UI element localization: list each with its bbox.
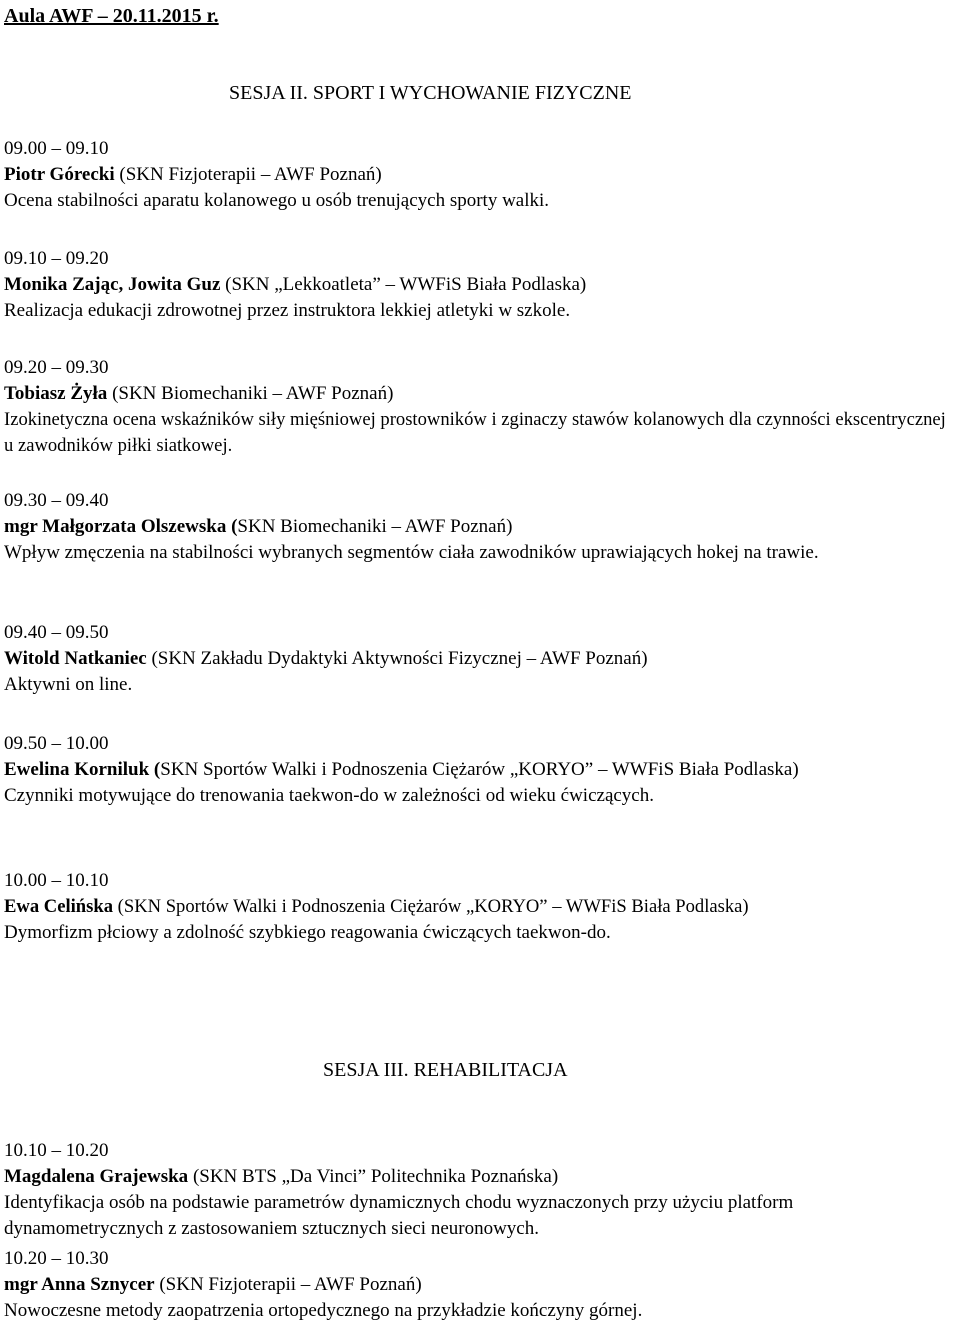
- program-entry: [4, 136, 958, 214]
- entry-title: Nowoczesne metody zaopatrzenia ortopedycznego na przykładzie kończyny górnej.: [4, 1300, 643, 1321]
- entry-time: 10.10 – 10.20: [4, 1140, 109, 1161]
- entry-time: 10.00 – 10.10: [4, 870, 109, 891]
- presenter-affiliation: (SKN Fizjoterapii – AWF Poznań): [154, 1274, 422, 1295]
- entry-title: Identyfikacja osób na podstawie parametrów dynamicznych chodu wyznaczonych przy użyciu platform dynamometrycznych z zastosowaniem sztucznych sieci neuronowych.: [4, 1192, 794, 1239]
- header-text: Aula AWF – 20.11.2015 r.: [4, 5, 219, 27]
- entry-presenter: [4, 894, 958, 920]
- entry-title: Izokinetyczna ocena wskaźników siły mięśniowej prostowników i zginaczy stawów kolanowych dla czynności ekscentrycznej u zawodników piłki siatkowej.: [4, 409, 946, 456]
- program-entry: [4, 246, 958, 324]
- program-entry: [4, 355, 958, 459]
- entry-time: 09.30 – 09.40: [4, 490, 109, 511]
- presenter-affiliation: (SKN Sportów Walki i Podnoszenia Ciężarów „KORYO” – WWFiS Biała Podlaska): [113, 896, 749, 917]
- presenter-names: Ewa Celińska: [4, 896, 114, 917]
- program-entry: [4, 620, 958, 698]
- presenter-affiliation: SKN Biomechaniki – AWF Poznań): [237, 516, 513, 537]
- entry-title: Wpływ zmęczenia na stabilności wybranych segmentów ciała zawodników uprawiających hokej na trawie.: [4, 542, 819, 563]
- entry-title: Aktywni on line.: [4, 674, 133, 695]
- entry-time: 09.00 – 09.10: [4, 138, 109, 159]
- presenter-names: Ewelina Korniluk (: [4, 759, 161, 780]
- program-entry: [4, 488, 958, 566]
- entry-presenter: [4, 272, 958, 298]
- presenter-names: Monika Zając, Jowita Guz: [4, 274, 221, 295]
- session-heading-3: SESJA III. REHABILITACJA: [323, 1059, 568, 1081]
- entry-time: 09.50 – 10.00: [4, 733, 109, 754]
- presenter-affiliation: (SKN Fizjoterapii – AWF Poznań): [114, 164, 382, 185]
- program-entry: [4, 1138, 958, 1242]
- presenter-names: Tobiasz Żyła: [4, 383, 108, 404]
- program-entry: [4, 868, 958, 946]
- program-entry: [4, 731, 958, 809]
- presenter-affiliation: (SKN Zakładu Dydaktyki Aktywności Fizycznej – AWF Poznań): [146, 648, 648, 669]
- entry-time: 09.40 – 09.50: [4, 622, 109, 643]
- presenter-names: mgr Małgorzata Olszewska (: [4, 516, 238, 537]
- presenter-names: Piotr Górecki: [4, 164, 115, 185]
- entry-title: Dymorfizm płciowy a zdolność szybkiego reagowania ćwiczących taekwon-do.: [4, 922, 611, 943]
- entry-presenter: [4, 514, 958, 540]
- entry-presenter: [4, 646, 958, 672]
- presenter-affiliation: SKN Sportów Walki i Podnoszenia Ciężarów „KORYO” – WWFiS Biała Podlaska): [160, 759, 799, 780]
- entry-presenter: [4, 757, 904, 783]
- entry-time: 09.10 – 09.20: [4, 248, 109, 269]
- session-heading-2: SESJA II. SPORT I WYCHOWANIE FIZYCZNE: [229, 82, 632, 104]
- entry-title: Czynniki motywujące do trenowania taekwon-do w zależności od wieku ćwiczących.: [4, 785, 654, 806]
- entry-presenter: [4, 1272, 958, 1298]
- entry-title: Ocena stabilności aparatu kolanowego u osób trenujących sporty walki.: [4, 190, 550, 211]
- program-entry: [4, 1246, 958, 1324]
- presenter-names: Magdalena Grajewska: [4, 1166, 189, 1187]
- presenter-affiliation: (SKN „Lekkoatleta” – WWFiS Biała Podlaska): [220, 274, 587, 295]
- entry-presenter: [4, 1164, 958, 1190]
- presenter-affiliation: (SKN BTS „Da Vinci” Politechnika Poznańska): [188, 1166, 559, 1187]
- entry-title: Realizacja edukacji zdrowotnej przez instruktora lekkiej atletyki w szkole.: [4, 300, 571, 321]
- entry-time: 09.20 – 09.30: [4, 357, 109, 378]
- presenter-names: mgr Anna Sznycer: [4, 1274, 155, 1295]
- presenter-names: Witold Natkaniec: [4, 648, 147, 669]
- presenter-affiliation: (SKN Biomechaniki – AWF Poznań): [107, 383, 394, 404]
- page-header: [4, 3, 219, 29]
- entry-presenter: [4, 162, 958, 188]
- entry-time: 10.20 – 10.30: [4, 1248, 109, 1269]
- entry-presenter: [4, 381, 958, 407]
